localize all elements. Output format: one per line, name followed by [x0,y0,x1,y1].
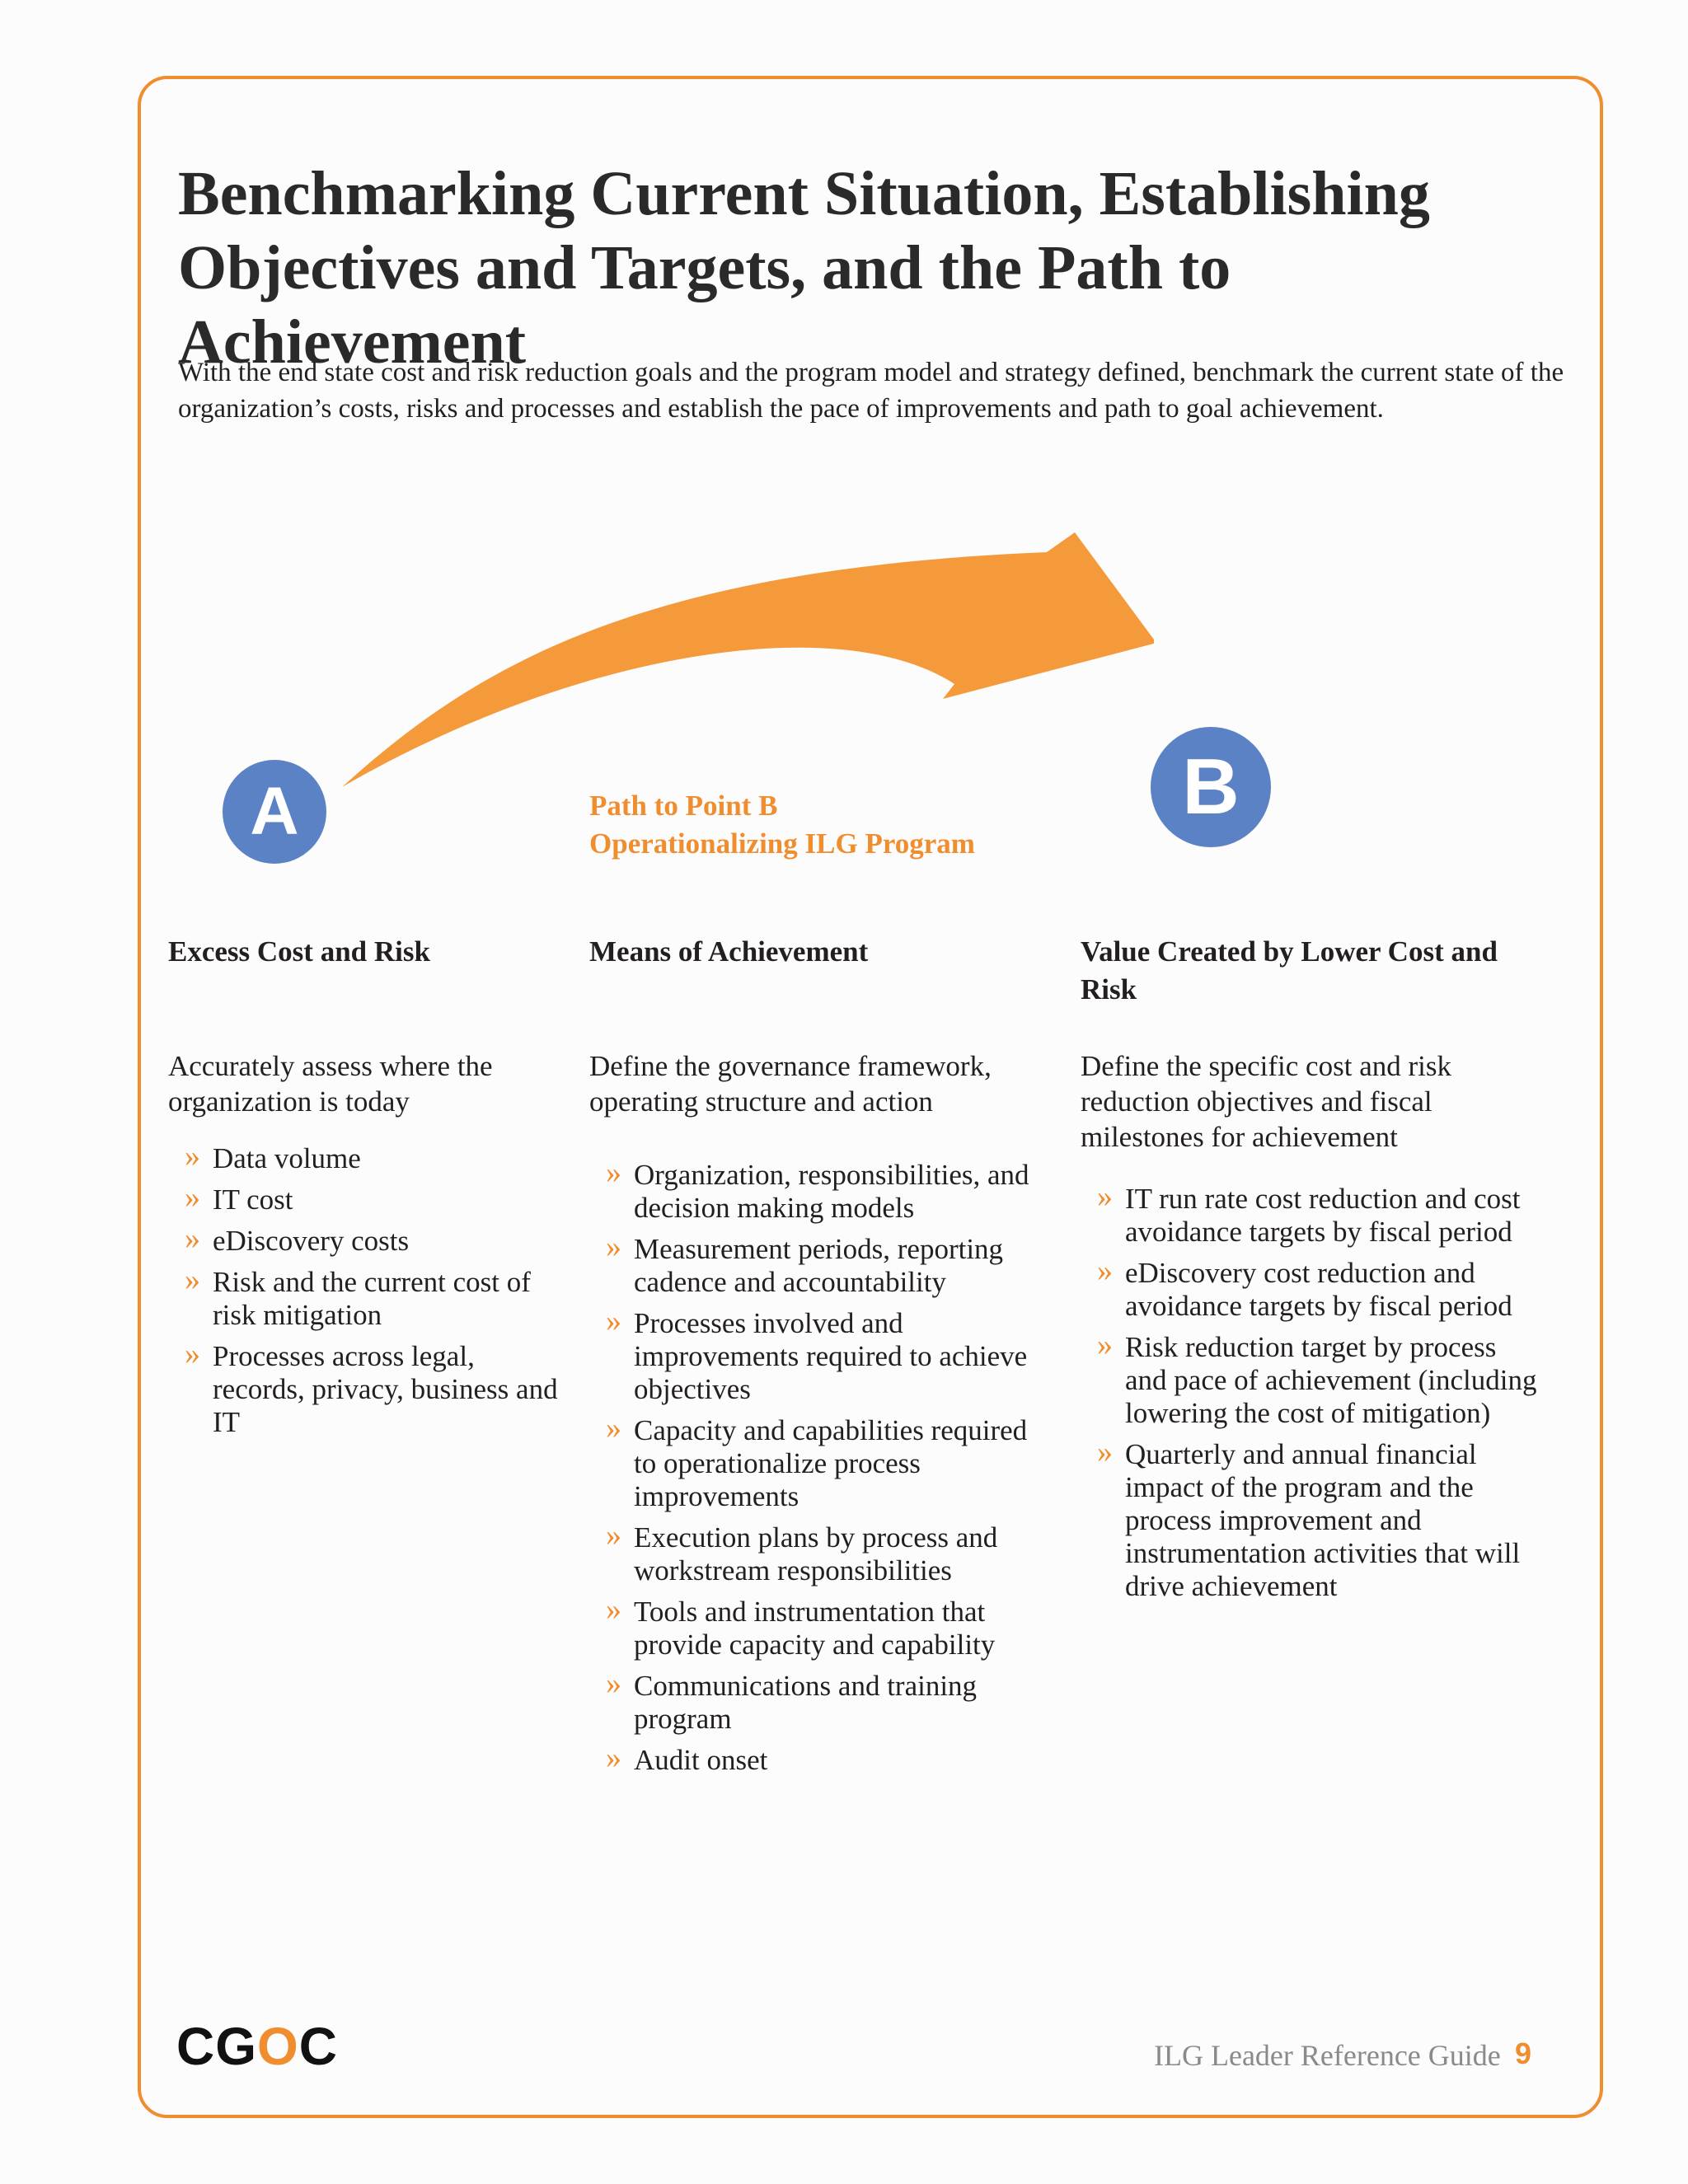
page-number: 9 [1515,2036,1532,2070]
chevron-right-icon: » [185,1139,200,1174]
bullet-list [589,1155,1051,1777]
chevron-right-icon: » [606,1411,621,1446]
list-item: » Communications and training program [606,1666,978,1735]
bullet-list [168,1139,564,1439]
intro-paragraph: With the end state cost and risk reduction goals and the program model and strategy defined, benchmark the current state of the organization’s costs, risks and processes and establish the pace of improvements and path to goal achievement. [178,358,1564,424]
chevron-right-icon: » [1097,1179,1113,1214]
column-heading: Value Created by Lower Cost and Risk [1081,935,1498,1005]
cgoc-logo: CGOC [176,2017,338,2076]
list-item: » Quarterly and annual financial impact of the program and the process improvement and instrumentation activities that will drive achievement [1097,1435,1521,1602]
chevron-right-icon: » [1097,1435,1113,1469]
chevron-right-icon: » [606,1155,621,1190]
list-item: » Data volume [185,1139,361,1174]
chevron-right-icon: » [185,1180,200,1215]
column-lead: Accurately assess where the organization is today [168,1050,493,1118]
list-item: » Audit onset [606,1741,768,1776]
list-item: » Capacity and capabilities required to operationalize process improvements [606,1411,1028,1512]
path-label-line1: Path to Point B [589,790,778,822]
list-item: » Measurement periods, reporting cadence and accountability [606,1230,1004,1298]
chevron-right-icon: » [606,1592,621,1627]
column-excess-cost [168,933,564,1447]
chevron-right-icon: » [606,1518,621,1553]
chevron-right-icon: » [606,1666,621,1701]
chevron-right-icon: » [606,1741,621,1775]
list-item: » Organization, responsibilities, and decision making models [606,1155,1029,1224]
column-lead: Define the specific cost and risk reduction objectives and fiscal milestones for achievement [1081,1050,1451,1153]
list-item: » Processes across legal, records, privacy, business and IT [185,1337,558,1438]
point-a-circle: A [223,760,326,864]
chevron-right-icon: » [185,1263,200,1297]
chevron-right-icon: » [185,1221,200,1256]
footer-guide-title: ILG Leader Reference Guide [1154,2039,1501,2072]
bullet-list [1081,1179,1542,1603]
column-lead: Define the governance framework, operating structure and action [589,1050,992,1118]
list-item: » IT run rate cost reduction and cost avoidance targets by fiscal period [1097,1179,1521,1248]
column-value-created [1081,933,1542,1611]
list-item: » IT cost [185,1180,293,1216]
chevron-right-icon: » [606,1304,621,1338]
list-item: » eDiscovery cost reduction and avoidance targets by fiscal period [1097,1254,1512,1322]
list-item: » eDiscovery costs [185,1221,410,1257]
page-title: Benchmarking Current Situation, Establishing Objectives and Targets, and the Path to Achievement [178,159,1430,377]
chevron-right-icon: » [606,1230,621,1264]
column-heading: Excess Cost and Risk [168,935,430,968]
list-item: » Processes involved and improvements required to achieve objectives [606,1304,1028,1405]
chevron-right-icon: » [1097,1254,1113,1288]
list-item: » Tools and instrumentation that provide capacity and capability [606,1592,996,1661]
chevron-right-icon: » [1097,1328,1113,1362]
column-heading: Means of Achievement [589,935,869,968]
arrow-body [342,532,1154,787]
path-label-line2: Operationalizing ILG Program [589,827,975,860]
point-b-circle: B [1151,727,1271,847]
chevron-right-icon: » [185,1337,200,1371]
path-label [589,787,975,863]
list-item: » Risk reduction target by process and pace of achievement (including lowering the cost of mitigation) [1097,1328,1537,1429]
curved-arrow-icon [330,486,1154,799]
column-means-of-achievement [589,933,1051,1785]
list-item: » Execution plans by process and workstream responsibilities [606,1518,998,1586]
list-item: » Risk and the current cost of risk mitigation [185,1263,531,1331]
